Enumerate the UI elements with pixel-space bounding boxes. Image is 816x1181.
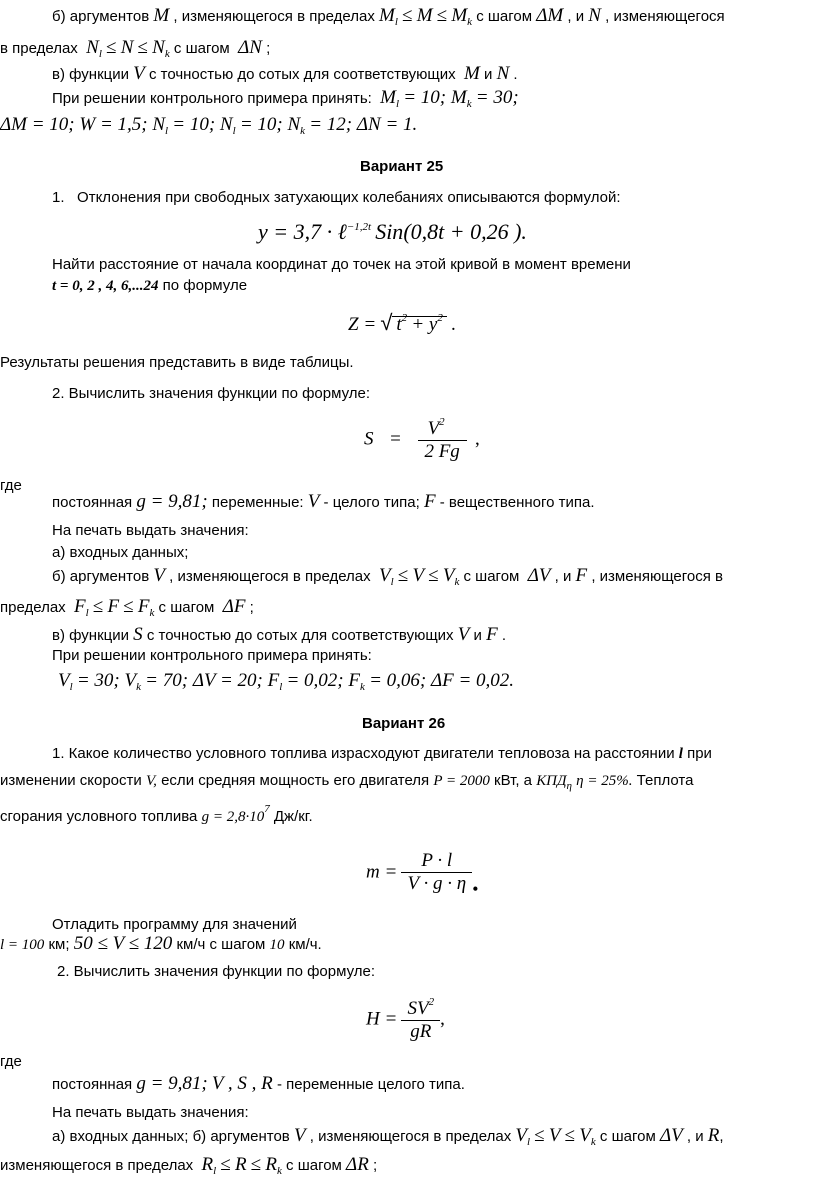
v25-args-f: пределах $F_l \le F \le F_k$ с шагом ΔF ; [0,596,254,619]
v25-control-values: $V_l = 30$; $V_k = 70$; ΔV = 20; $F_l = 0,02$; $F_k = 0,06$; ΔF = 0,02. [58,670,515,693]
v25-formula-y: y = 3,7 · ℓ$^{-1,2t}$ Sin(0,8t + 0,26 ). [258,219,527,244]
line-control-2: ΔM = 10; W = 1,5; $N_l = 10$; $N_l = 10$; $N_k = 12$; ΔN = 1. [0,114,418,137]
v26-formula-h: H = $\frac{SV^2}{gR}$ , [366,996,445,1042]
v26-task1-b: изменении скорости V, если средняя мощность его двигателя P = 2000 кВт, а $КПД_\eta$ η = 25%. Теплота [0,772,694,792]
v25-task1: 1. Отклонения при свободных затухающих колебаниях описываются формулой: [52,189,621,206]
v25-task2: 2. Вычислить значения функции по формуле: [52,385,371,402]
v26-print: На печать выдать значения: [52,1104,249,1121]
v25-print: На печать выдать значения: [52,522,249,539]
v26-args-r: изменяющегося в пределах $R_l \le R \le R_k$ с шагом ΔR ; [0,1154,378,1177]
v25-func-s: в) функции S с точностью до сотых для соответствующих V и F . [52,624,507,645]
v26-task1-c: сгорания условного топлива $g = 2,8\cdot 10^7$ Дж/кг. [0,803,313,825]
v25-task1-t: t = 0, 2 , 4, 6,...24 по формуле [52,277,248,294]
line-args-n: в пределах $N_l \le N \le N_k$ с шагом ΔN ; [0,37,271,60]
v26-const: постоянная g = 9,81; V , S , R - переменные целого типа. [52,1073,465,1094]
line-func-v: в) функции V с точностью до сотых для соответствующих M и N . [52,63,518,84]
v25-const: постоянная g = 9,81; переменные: V - целого типа; F - вещественного типа. [52,491,595,512]
line-control-1: При решении контрольного примера принять: $M_l = 10$; $M_k = 30$; [52,87,519,110]
v26-where: где [0,1053,22,1070]
v25-where: где [0,477,22,494]
variant-25-title: Вариант 25 [360,158,444,175]
line-args-m: б) аргументов M , изменяющегося в пределах $M_l \le M \le M_k$ с шагом ΔM , и N , изменяющегося [52,5,725,28]
v25-control: При решении контрольного примера принять: [52,647,372,664]
v25-input: а) входных данных; [52,544,189,561]
v25-results: Результаты решения представить в виде таблицы. [0,354,354,371]
v26-task1-a: 1. Какое количество условного топлива израсходуют двигатели тепловоза на расстоянии l при [52,745,712,762]
v26-formula-m: m = $\frac{P \cdot l}{V \cdot g \cdot \eta}$ . [366,850,479,897]
v25-formula-s: S = $\frac{V^2}{2 Fg}$ , [364,416,480,462]
v25-task1-text: Найти расстояние от начала координат до точек на этой кривой в момент времени [52,256,631,273]
v26-args-v: а) входных данных; б) аргументов V , изменяющегося в пределах $V_l \le V \le V_k$ с шагом ΔV , и R, [52,1125,724,1148]
variant-26-title: Вариант 26 [362,715,446,732]
v25-args-v: б) аргументов V , изменяющегося в пределах $V_l \le V \le V_k$ с шагом ΔV , и F , изменяющегося в [52,565,723,588]
v25-formula-z: Z = √ $t^2 + y^2$ . [348,310,456,335]
v26-task2: 2. Вычислить значения функции по формуле: [57,963,376,980]
v26-debug: Отладить программу для значений [52,916,297,933]
v26-debug-values: l = 100 км; 50 ≤ V ≤ 120 км/ч с шагом 10 км/ч. [0,933,322,954]
